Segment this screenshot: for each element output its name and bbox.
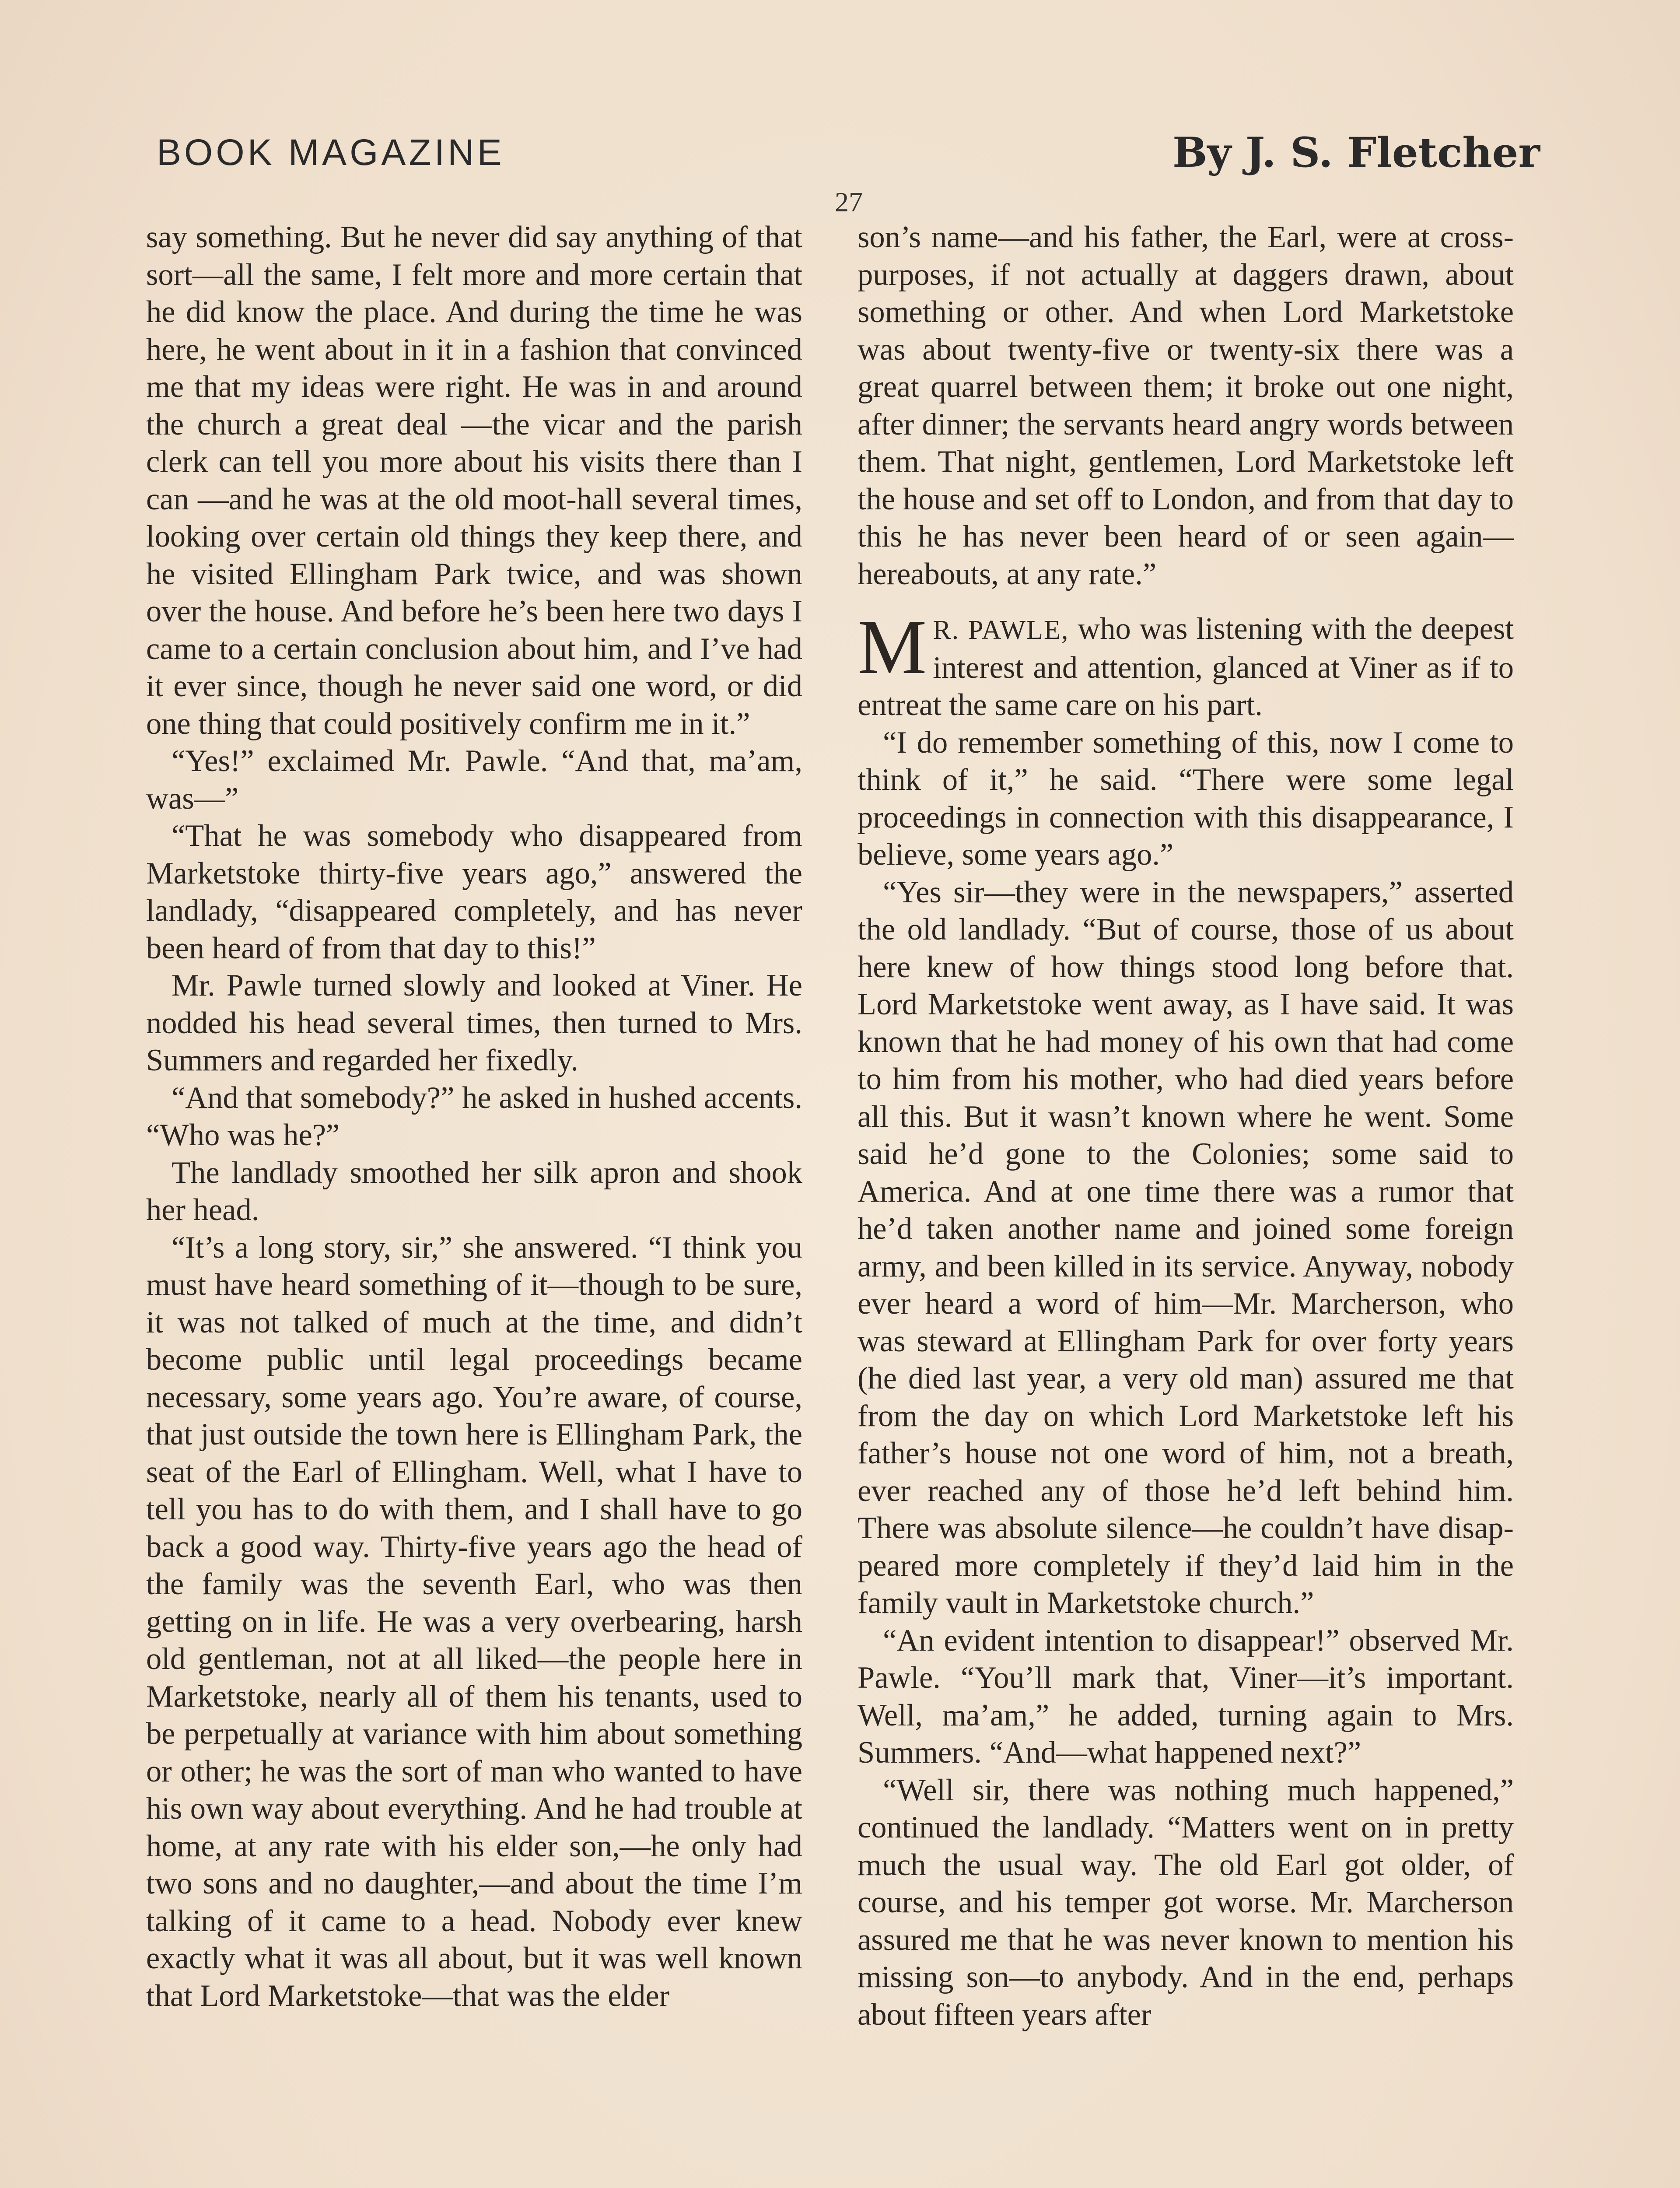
paragraph: “An evident intention to disappear!” observed Mr. Pawle. “You’ll mark that, Viner—it’s important. Well, ma’am,” he added, turning again to Mrs. Summers. “And—what happened next?” (858, 1623, 1514, 1770)
paragraph: Mr. Pawle turned slowly and looked at Viner. He nodded his head several times, then turned to Mrs. Summers and regarded her fixedly. (146, 968, 802, 1077)
page-number: 27 (835, 186, 863, 217)
paragraph: “And that somebody?” he asked in hushed accents. “Who was he?” (146, 1080, 802, 1152)
author-byline: By J. S. Fletcher (1172, 129, 1540, 177)
paragraph: “Yes!” exclaimed Mr. Pawle. “And that, ma’am, was—” (146, 744, 802, 816)
paragraph-text: who was listening with the deepest interest and attention, glanced at Viner as if to entreat the same care on his part. (858, 612, 1514, 722)
right-column (858, 219, 1514, 2034)
paragraph: The landlady smoothed her silk apron and shook her head. (146, 1155, 802, 1227)
smallcaps-lead: R. PAWLE, (933, 615, 1069, 645)
left-column (146, 219, 802, 2015)
paragraph: “Well sir, there was nothing much happened,” continued the landlady. “Matters went on in pretty much the usual way. The old Earl got older, of course, and his temper got worse. Mr. Marcherson assured me that he was never known to mention his missing son—to anybody. And in the end, perhaps about fifteen years after (858, 1773, 1514, 2032)
magazine-title: BOOK MAGAZINE (157, 132, 505, 173)
paragraph: “I do remember something of this, now I come to think of it,” he said. “There were some legal proceedings in connection with this disappearance, I believe, some years ago.” (858, 725, 1514, 872)
paragraph: son’s name—and his father, the Earl, were at cross-purposes, if not actually at daggers drawn, about something or other. And when Lord Marketstoke was about twenty-five or twenty-six there was a great quarrel between them; it broke out one night, after dinner; the servants heard angry words between them. That night, gentlemen, Lord Marketstoke left the house and set off to London, and from that day to this he has never been heard of or seen again—hereabouts, at any rate.” (858, 220, 1514, 591)
paragraph: “Yes sir—they were in the newspapers,” asserted the old landlady. “But of course, those of us about here knew of how things stood long before that. Lord Marketstoke went away, as I have said. It was known that he had money of his own that had come to him from his mother, who had died years before all this. But it wasn’t known where he went. Some said he’d gone to the Colonies; some said to America. And at one time there was a rumor that he’d taken another name and joined some foreign army, and been killed in its service. Anyway, nobody ever heard a word of him—Mr. Marcherson, who was steward at Ellingham Park for over forty years (he died last year, a very old man) assured me that from the day on which Lord Marketstoke left his father’s house not one word of him, not a breath, ever reached any of those he’d left behind him. There was absolute silence—he couldn’t have disappeared more completely if they’d laid him in the family vault in Marketstoke church.” (858, 875, 1514, 1620)
paragraph: “That he was somebody who disappeared from Marketstoke thirty-five years ago,” answered the landlady, “disappeared completely, and has never been heard of from that day to this!” (146, 819, 802, 965)
running-header (157, 131, 1540, 184)
paragraph: “It’s a long story, sir,” she answered. “I think you must have heard something of it—though to be sure, it was not talked of much at the time, and didn’t become public until legal proceedings became necessary, some years ago. You’re aware, of course, that just outside the town here is Ellingham Park, the seat of the Earl of Ellingham. Well, what I have to tell you has to do with them, and I shall have to go back a good way. Thirty-five years ago the head of the family was the seventh Earl, who was then getting on in life. He was a very overbearing, harsh old gentleman, not at all liked—the people here in Marketstoke, nearly all of them his tenants, used to be perpetually at variance with him about something or other; he was the sort of man who wanted to have his own way about everything. And he had trouble at home, at any rate with his elder son,—he only had two sons and no daughter,—and about the time I’m talking of it came to a head. Nobody ever knew exactly what it was all about, but it was well known that Lord Marketstoke—that was the elder (146, 1230, 802, 2013)
drop-cap-paragraph (858, 603, 1514, 724)
paragraph: say something. But he never did say anything of that sort—all the same, I felt more and more certain that he did know the place. And during the time he was here, he went about in it in a fashion that convinced me that my ideas were right. He was in and around the church a great deal —the vicar and the parish clerk can tell you more about his visits there than I can —and he was at the old moot-hall several times, looking over certain old things they keep there, and he visited Ellingham Park twice, and was shown over the house. And before he’s been here two days I came to a certain conclusion about him, and I’ve had it ever since, though he never said one word, or did one thing that could positively confirm me in it.” (146, 220, 802, 741)
drop-cap: M (858, 603, 927, 690)
